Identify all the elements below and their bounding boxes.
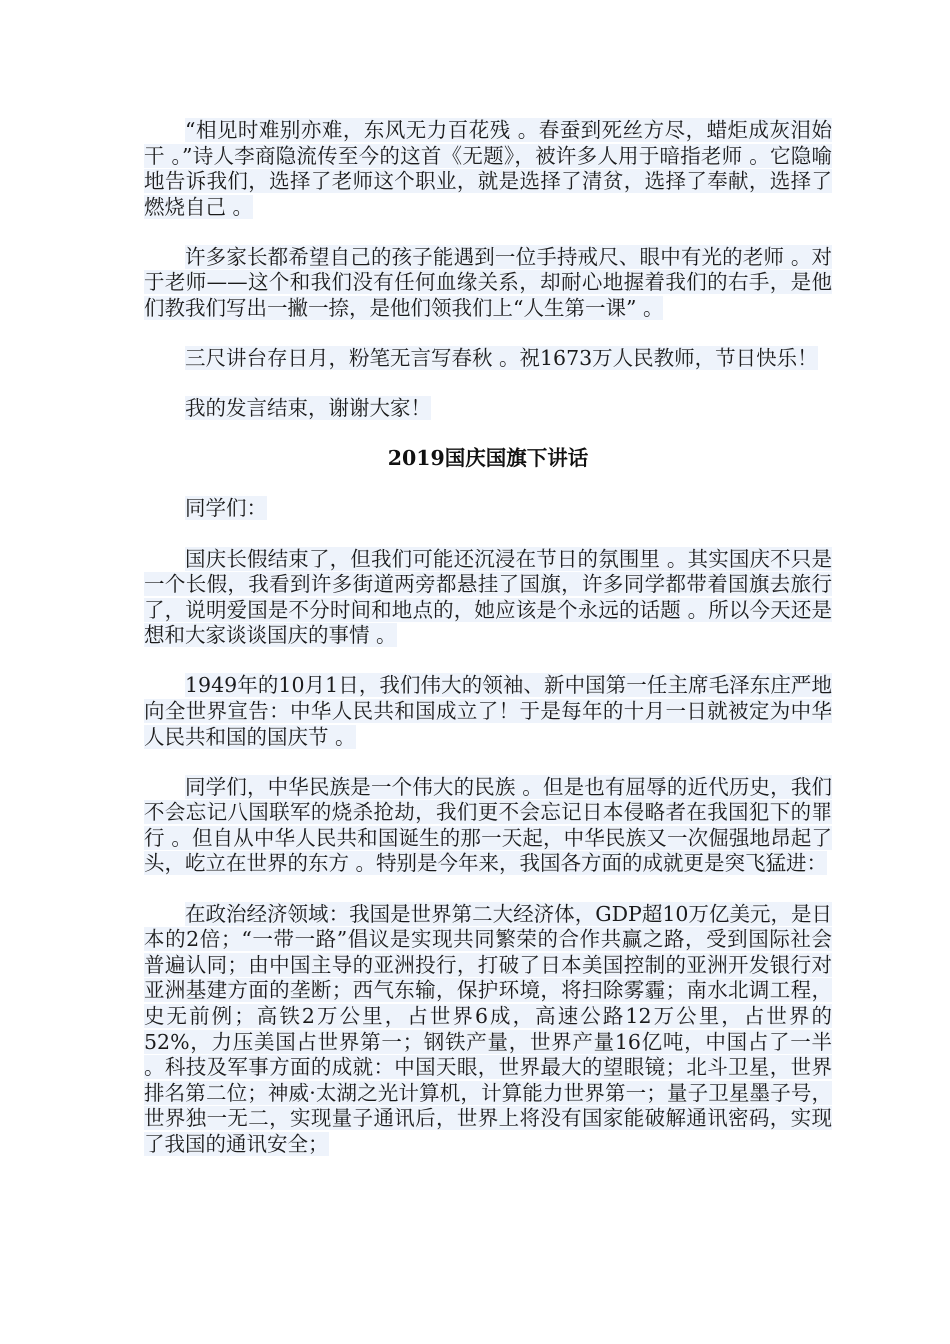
document-body [144, 118, 832, 1182]
paragraph-text: 同学们，中华民族是一个伟大的民族 。但是也有屈辱的近代历史，我们不会忘记八国联军的烧杀抢劫，我们更不会忘记日本侵略者在我国犯下的罪行 。但自从中华人民共和国诞生的那一天起，中华民族又一次倔强地昂起了头，屹立在世界的东方 。特别是今年来，我国各方面的成就更是突飞猛进： [144, 774, 832, 876]
paragraph [144, 245, 832, 322]
section-title: 2019国庆国旗下讲话 [387, 446, 589, 471]
closing-line [144, 396, 832, 422]
paragraph [144, 902, 832, 1158]
paragraph [144, 673, 832, 750]
paragraph-text: 1949年的10月1日，我们伟大的领袖、新中国第一任主席毛泽东庄严地向全世界宣告：中华人民共和国成立了！于是每年的十月一日就被定为中华人民共和国的国庆节 。 [144, 673, 832, 749]
paragraph-text: 三尺讲台存日月，粉笔无言写春秋 。祝1673万人民教师，节日快乐！ [185, 346, 818, 371]
paragraph [144, 118, 832, 220]
paragraph [144, 775, 832, 877]
paragraph-text: 许多家长都希望自己的孩子能遇到一位手持戒尺、眼中有光的老师 。对于老师——这个和我们没有任何血缘关系，却耐心地握着我们的右手，是他们教我们写出一撇一捺，是他们领我们上“人生第一课” 。 [144, 244, 832, 321]
paragraph-text: 我的发言结束，谢谢大家！ [185, 396, 431, 421]
paragraph [144, 346, 832, 372]
salutation [144, 496, 832, 522]
paragraph-text: 国庆长假结束了，但我们可能还沉浸在节日的氛围里 。其实国庆不只是一个长假，我看到许多街道两旁都悬挂了国旗，许多同学都带着国旗去旅行了，说明爱国是不分时间和地点的，她应该是个永远的话题 。所以今天还是想和大家谈谈国庆的事情 。 [144, 546, 832, 648]
paragraph-text: 在政治经济领域：我国是世界第二大经济体，GDP超10万亿美元，是日本的2倍；“一带一路”倡议是实现共同繁荣的合作共赢之路，受到国际社会普遍认同；由中国主导的亚洲投行，打破了日本美国控制的亚洲开发银行对亚洲基建方面的垄断；西气东输，保护环境，将扫除雾霾；南水北调工程，史无前例；高铁2万公里，占世界6成，高速公路12万公里，占世界的52%，力压美国占世界第一；钢铁产量，世界产量16亿吨，中国占了一半 。科技及军事方面的成就：中国天眼，世界最大的望眼镜；北斗卫星，世界排名第二位；神威·太湖之光计算机，计算能力世界第一；量子卫星墨子号，世界独一无二，实现量子通讯后，世界上将没有国家能破解通讯密码，实现了我国的通讯安全； [144, 901, 832, 1156]
paragraph-text: 同学们： [185, 496, 267, 521]
paragraph [144, 547, 832, 649]
paragraph-text: “相见时难别亦难，东风无力百花残 。春蚕到死丝方尽，蜡炬成灰泪始干 。”诗人李商隐流传至今的这首《无题》，被许多人用于暗指老师 。它隐喻地告诉我们，选择了老师这个职业，就是选择了清贫，选择了奉献，选择了燃烧自己 。 [144, 118, 832, 219]
